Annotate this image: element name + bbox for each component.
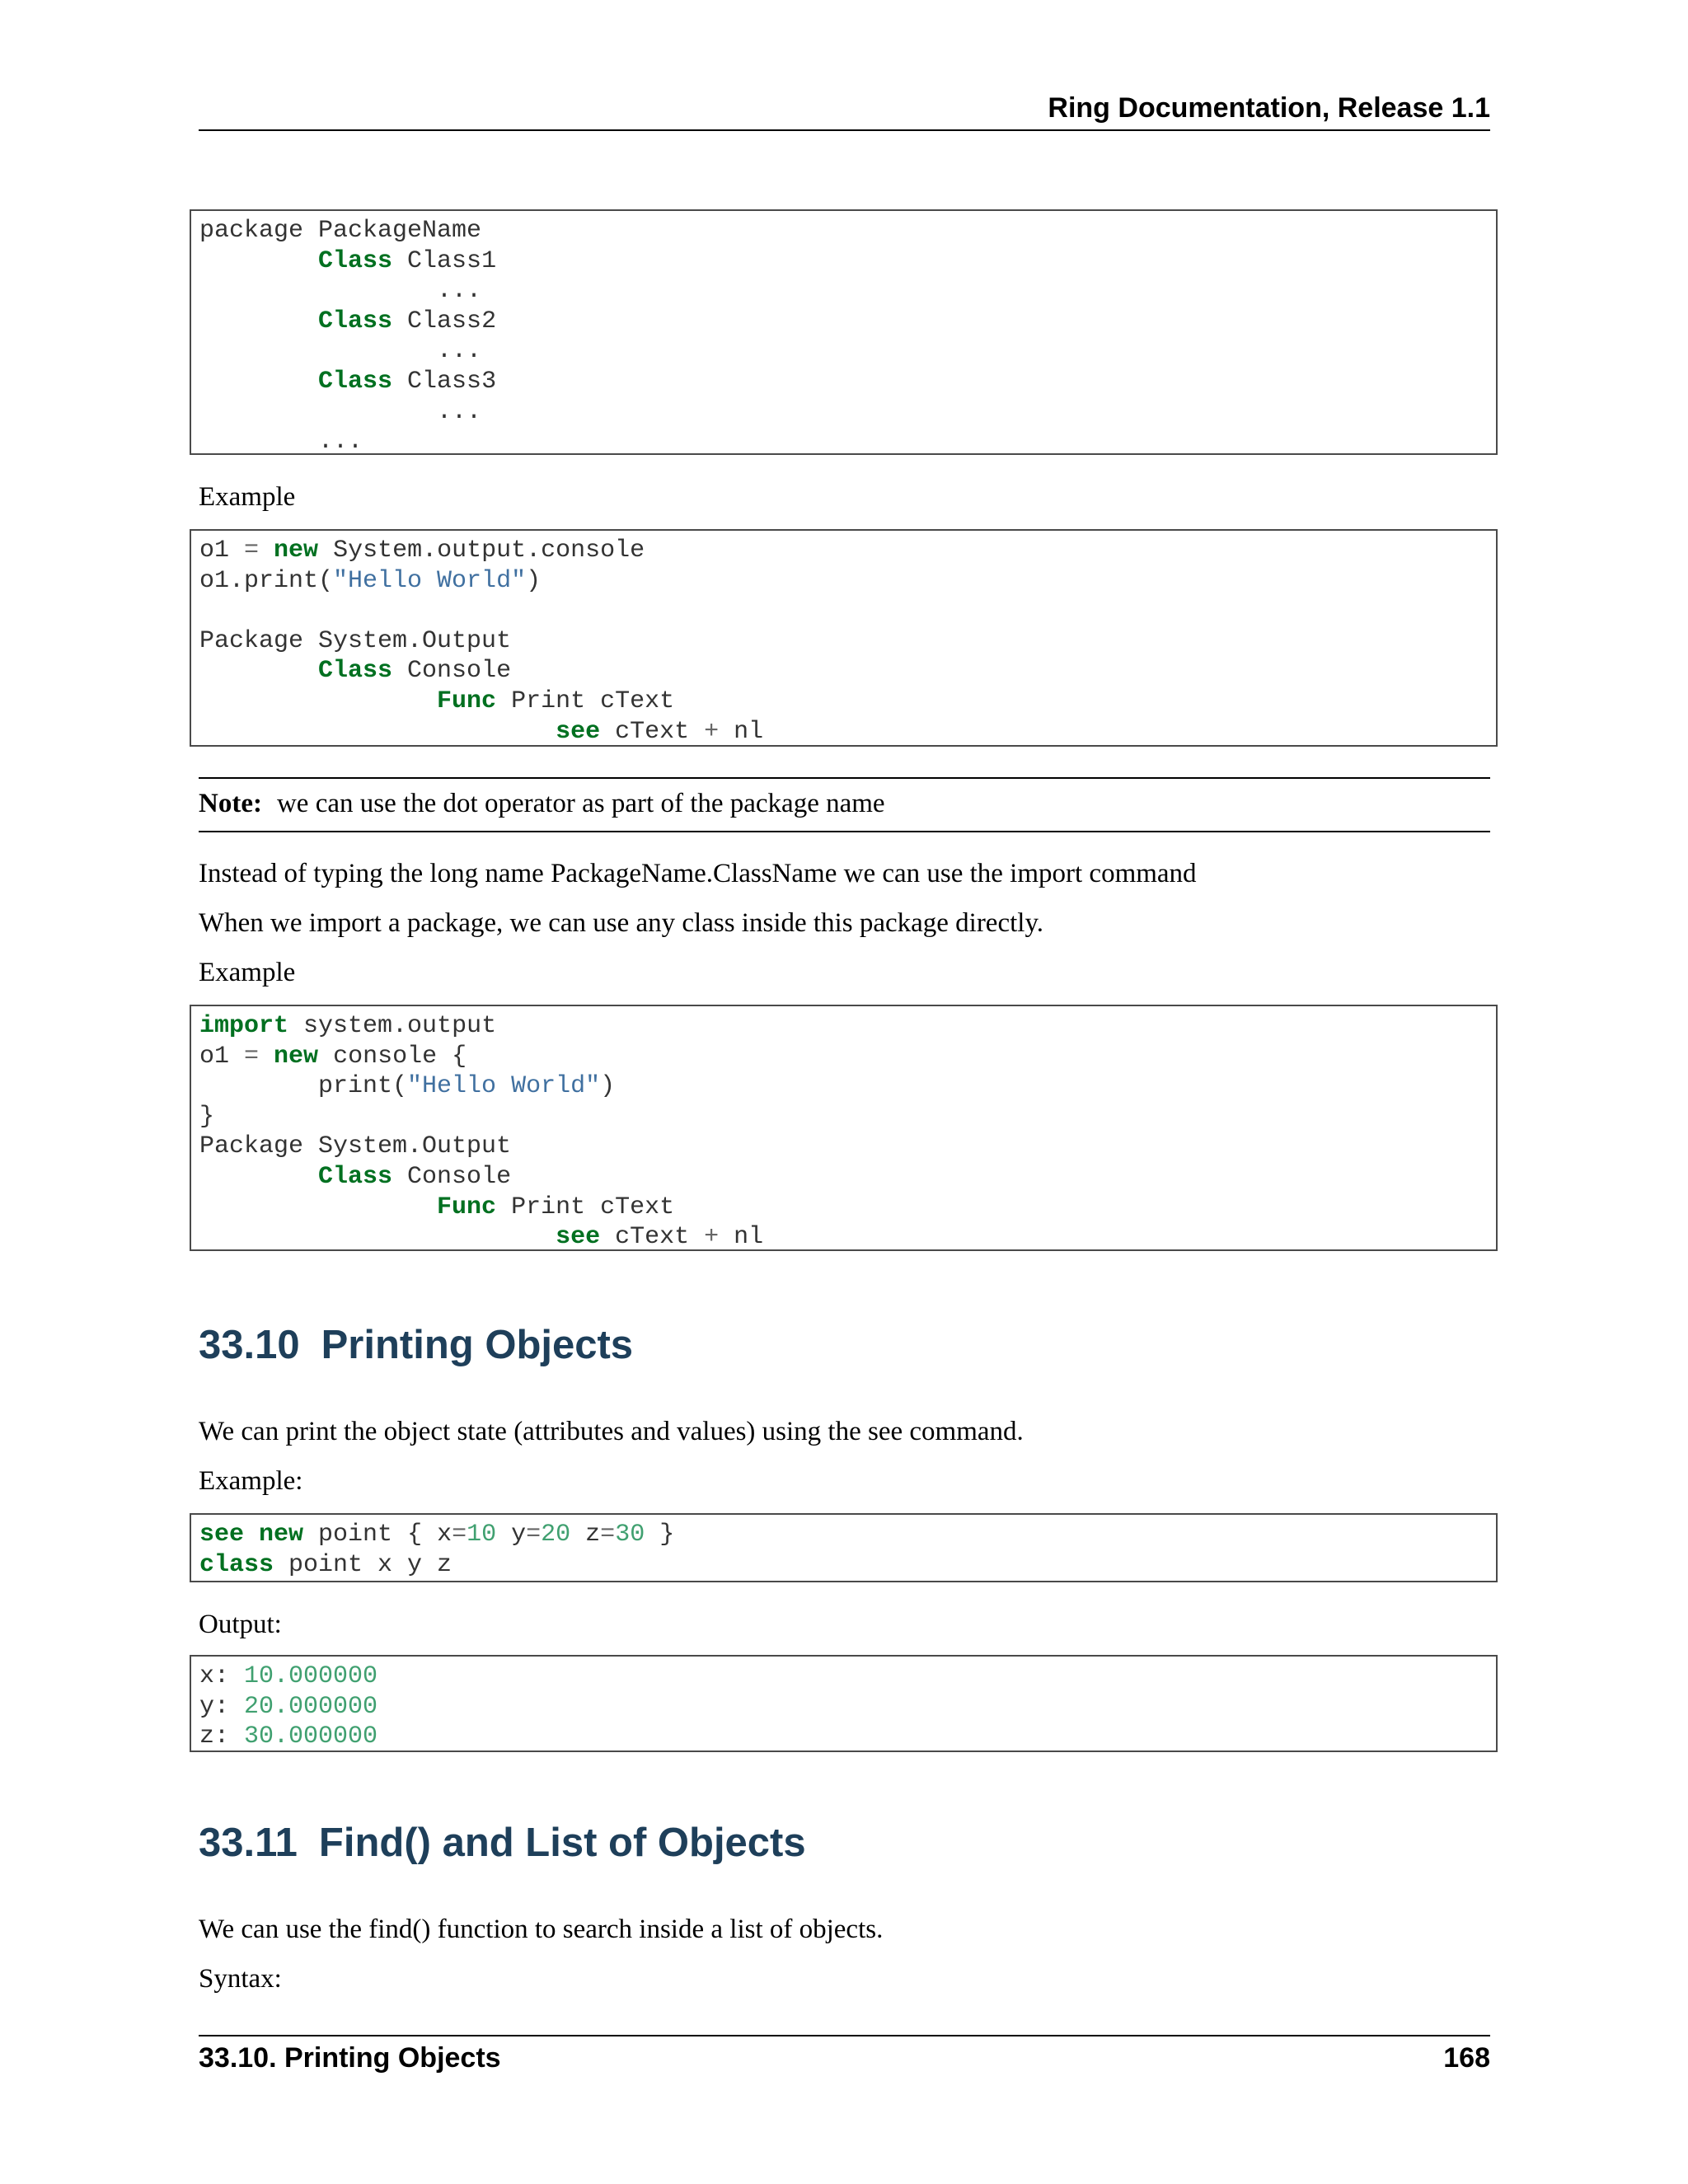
code-line: ... bbox=[199, 428, 363, 457]
code-line: Func Print cText bbox=[437, 687, 675, 715]
code-line: Class Class3 bbox=[318, 367, 497, 396]
note-label: Note: bbox=[199, 789, 262, 818]
note-top-rule bbox=[199, 777, 1490, 779]
code-line: class point x y z bbox=[199, 1550, 452, 1579]
page-number: 168 bbox=[1443, 2042, 1490, 2074]
code-line: Func Print cText bbox=[437, 1193, 675, 1221]
paragraph-print-intro: We can print the object state (attributes and values) using the see command. bbox=[199, 1417, 1024, 1446]
code-line: Class Console bbox=[318, 657, 512, 686]
footer-divider bbox=[199, 2035, 1490, 2036]
running-header: Ring Documentation, Release 1.1 bbox=[1048, 92, 1490, 124]
paragraph-example: Example bbox=[199, 482, 296, 512]
paragraph-syntax: Syntax: bbox=[199, 1964, 282, 1994]
code-line: see new point { x=10 y=20 z=30 } bbox=[199, 1521, 675, 1549]
code-block-example-2 bbox=[190, 1005, 1498, 1251]
footer-section-title: 33.10. Printing Objects bbox=[199, 2042, 501, 2074]
code-line: print("Hello World") bbox=[199, 1072, 616, 1101]
code-line: see cText + nl bbox=[556, 1223, 764, 1252]
code-line: Class Class2 bbox=[318, 307, 497, 335]
paragraph-example: Example bbox=[199, 958, 296, 987]
section-heading-find-list-objects: 33.11 Find() and List of Objects bbox=[199, 1821, 806, 1865]
paragraph-example: Example: bbox=[199, 1466, 303, 1496]
code-line: import system.output bbox=[199, 1012, 497, 1040]
code-line: package PackageName bbox=[199, 217, 482, 245]
code-line: ... bbox=[199, 397, 482, 426]
code-block-package-syntax bbox=[190, 209, 1498, 455]
code-line: o1 = new console { bbox=[199, 1042, 467, 1071]
header-divider bbox=[199, 129, 1490, 131]
paragraph-import-usage: When we import a package, we can use any class inside this package directly. bbox=[199, 908, 1044, 938]
paragraph-find-intro: We can use the find() function to search inside a list of objects. bbox=[199, 1915, 884, 1944]
code-line: o1 = new System.output.console bbox=[199, 537, 645, 565]
code-line: y: 20.000000 bbox=[199, 1692, 378, 1721]
code-line: } bbox=[199, 1102, 215, 1131]
code-block-print bbox=[190, 1513, 1498, 1582]
note bbox=[199, 787, 885, 820]
code-line: ... bbox=[199, 337, 482, 366]
section-heading-printing-objects: 33.10 Printing Objects bbox=[199, 1323, 634, 1367]
code-line: see cText + nl bbox=[556, 717, 764, 746]
code-line bbox=[199, 596, 1496, 626]
code-line: Class Class1 bbox=[318, 246, 497, 275]
note-bottom-rule bbox=[199, 831, 1490, 832]
note-text: we can use the dot operator as part of the package name bbox=[276, 789, 885, 818]
paragraph-import-intro: Instead of typing the long name PackageName.ClassName we can use the import command bbox=[199, 859, 1197, 888]
code-line: Class Console bbox=[318, 1162, 512, 1191]
code-line: Package System.Output bbox=[199, 1132, 512, 1161]
code-line: ... bbox=[199, 277, 482, 306]
code-line: z: 30.000000 bbox=[199, 1722, 378, 1751]
code-line: Package System.Output bbox=[199, 626, 512, 655]
code-block-example-1 bbox=[190, 529, 1498, 747]
code-block-output bbox=[190, 1655, 1498, 1752]
code-line: x: 10.000000 bbox=[199, 1662, 378, 1690]
paragraph-output: Output: bbox=[199, 1610, 282, 1639]
code-line: o1.print("Hello World") bbox=[199, 566, 542, 595]
